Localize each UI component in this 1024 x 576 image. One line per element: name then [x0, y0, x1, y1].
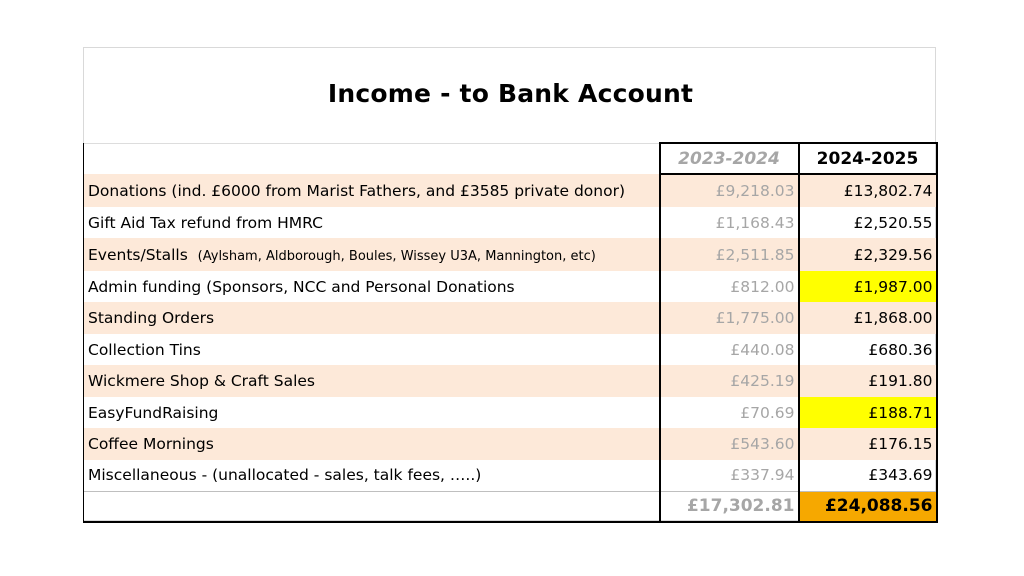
- value-2023-2024: £1,168.43: [660, 207, 799, 238]
- table-row: [84, 238, 937, 271]
- totals-row: [84, 491, 937, 522]
- table-row: [84, 428, 937, 460]
- table-row: [84, 460, 937, 491]
- table-row: [84, 271, 937, 302]
- header-blank-cell: [84, 143, 660, 174]
- value-2023-2024: £337.94: [660, 460, 799, 491]
- total-2023-2024: £17,302.81: [660, 491, 799, 522]
- value-2023-2024: £2,511.85: [660, 238, 799, 271]
- value-2023-2024: £9,218.03: [660, 174, 799, 207]
- row-label-main: Events/Stalls: [88, 245, 188, 264]
- row-label: Admin funding (Sponsors, NCC and Personal Donations: [84, 271, 660, 302]
- column-header-2024-2025: 2024-2025: [799, 143, 937, 174]
- table-row: [84, 302, 937, 334]
- row-label: Donations (ind. £6000 from Marist Fathers, and £3585 private donor): [84, 174, 660, 207]
- row-label: Gift Aid Tax refund from HMRC: [84, 207, 660, 238]
- table-row: [84, 174, 937, 207]
- value-2023-2024: £440.08: [660, 334, 799, 365]
- row-label: [84, 238, 660, 271]
- row-label: Collection Tins: [84, 334, 660, 365]
- title-row: [84, 48, 937, 144]
- value-2024-2025-highlighted: £188.71: [799, 397, 937, 428]
- value-2024-2025: £680.36: [799, 334, 937, 365]
- header-row: [84, 143, 937, 174]
- total-2024-2025: £24,088.56: [799, 491, 937, 522]
- value-2023-2024: £1,775.00: [660, 302, 799, 334]
- row-label-detail: (Aylsham, Aldborough, Boules, Wissey U3A, Mannington, etc): [197, 248, 596, 264]
- table-row: [84, 207, 937, 238]
- value-2024-2025: £13,802.74: [799, 174, 937, 207]
- column-header-2023-2024: 2023-2024: [660, 143, 799, 174]
- table-row: [84, 365, 937, 397]
- income-table: [83, 142, 938, 523]
- value-2023-2024: £70.69: [660, 397, 799, 428]
- row-label: Coffee Mornings: [84, 428, 660, 460]
- value-2024-2025-highlighted: £1,987.00: [799, 271, 937, 302]
- value-2024-2025: £191.80: [799, 365, 937, 397]
- value-2024-2025: £343.69: [799, 460, 937, 491]
- totals-blank-cell: [84, 491, 660, 522]
- value-2023-2024: £812.00: [660, 271, 799, 302]
- row-label: EasyFundRaising: [84, 397, 660, 428]
- row-label: Standing Orders: [84, 302, 660, 334]
- value-2024-2025: £2,520.55: [799, 207, 937, 238]
- table-row: [84, 334, 937, 365]
- value-2024-2025: £2,329.56: [799, 238, 937, 271]
- table-row: [84, 397, 937, 428]
- value-2024-2025: £176.15: [799, 428, 937, 460]
- value-2024-2025: £1,868.00: [799, 302, 937, 334]
- row-label: Miscellaneous - (unallocated - sales, talk fees, …..): [84, 460, 660, 491]
- value-2023-2024: £425.19: [660, 365, 799, 397]
- value-2023-2024: £543.60: [660, 428, 799, 460]
- page-title: Income - to Bank Account: [327, 79, 694, 108]
- row-label: Wickmere Shop & Craft Sales: [84, 365, 660, 397]
